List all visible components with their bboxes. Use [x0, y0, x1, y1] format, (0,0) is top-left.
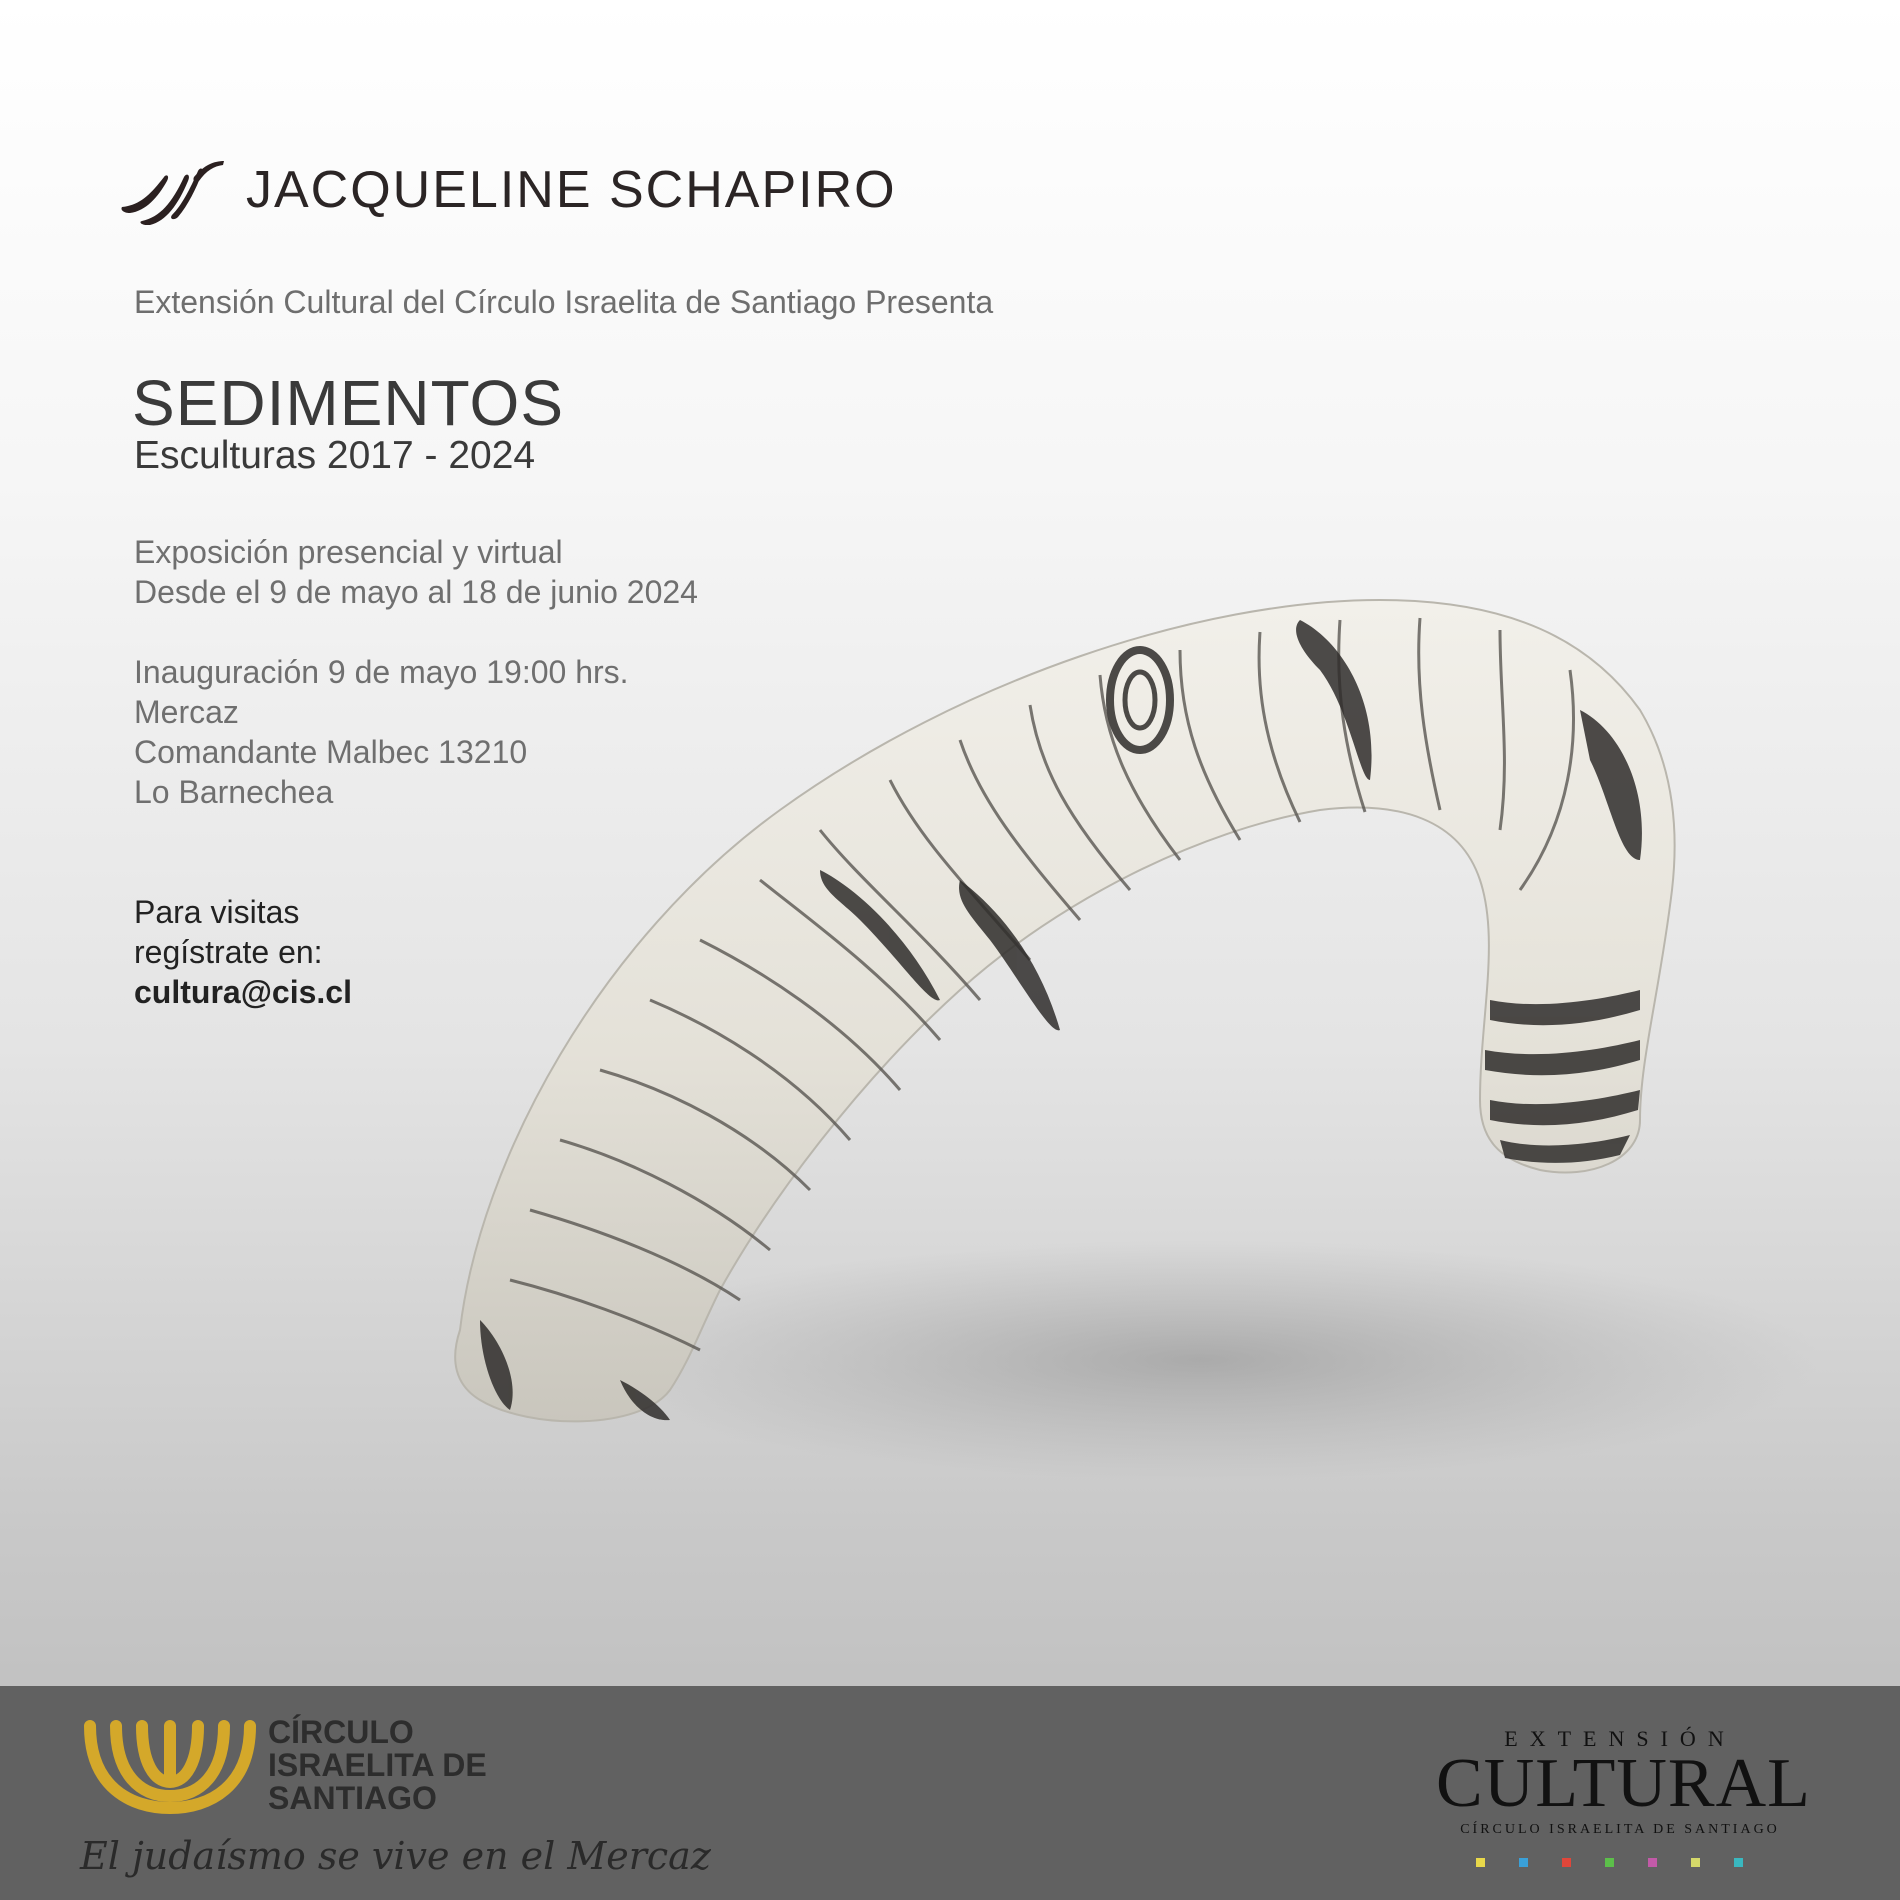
visit-line-2: regístrate en: — [134, 934, 323, 970]
sculpture-image — [440, 560, 1840, 1520]
color-dot — [1562, 1858, 1571, 1867]
exhibition-dates: Desde el 9 de mayo al 18 de junio 2024 — [134, 574, 698, 610]
visit-email-link[interactable]: cultura@cis.cl — [134, 974, 352, 1010]
artist-header — [120, 155, 897, 225]
cultural-label: CULTURAL — [1436, 1745, 1811, 1822]
exhibition-subtitle: Esculturas 2017 - 2024 — [134, 434, 536, 477]
opening-address: Comandante Malbec 13210 — [134, 734, 528, 770]
cis-name-line-1: CÍRCULO — [268, 1714, 414, 1750]
color-dot — [1648, 1858, 1657, 1867]
exhibition-title: SEDIMENTOS — [132, 367, 564, 439]
opening-label: Inauguración 9 de mayo 19:00 hrs. — [134, 654, 629, 690]
opening-district: Lo Barnechea — [134, 774, 334, 810]
cis-name-line-2: ISRAELITA DE — [268, 1747, 487, 1783]
cis-name — [268, 1716, 487, 1815]
exhibition-format: Exposición presencial y virtual — [134, 534, 563, 570]
cis-name-line-3: SANTIAGO — [268, 1780, 437, 1816]
color-dot — [1691, 1858, 1700, 1867]
visit-line-1: Para visitas — [134, 894, 300, 930]
visit-info — [134, 892, 352, 1012]
brush-stroke-logo-icon — [120, 155, 224, 225]
presenter-line: Extensión Cultural del Círculo Israelita de Santiago Presenta — [134, 284, 994, 320]
cis-tagline: El judaísmo se vive en el Mercaz — [80, 1834, 711, 1878]
color-dots — [1476, 1858, 1743, 1867]
color-dot — [1519, 1858, 1528, 1867]
extension-label: EXTENSIÓN — [1504, 1726, 1736, 1751]
opening-venue: Mercaz — [134, 694, 239, 730]
artist-name: JACQUELINE SCHAPIRO — [246, 161, 897, 219]
color-dot — [1605, 1858, 1614, 1867]
color-dot — [1476, 1858, 1485, 1867]
footer-bar — [0, 1686, 1900, 1900]
extension-subtitle: CÍRCULO ISRAELITA DE SANTIAGO — [1460, 1822, 1780, 1837]
color-dot — [1734, 1858, 1743, 1867]
sculpture-shadow — [580, 1240, 1820, 1480]
menorah-logo-icon — [80, 1716, 260, 1816]
